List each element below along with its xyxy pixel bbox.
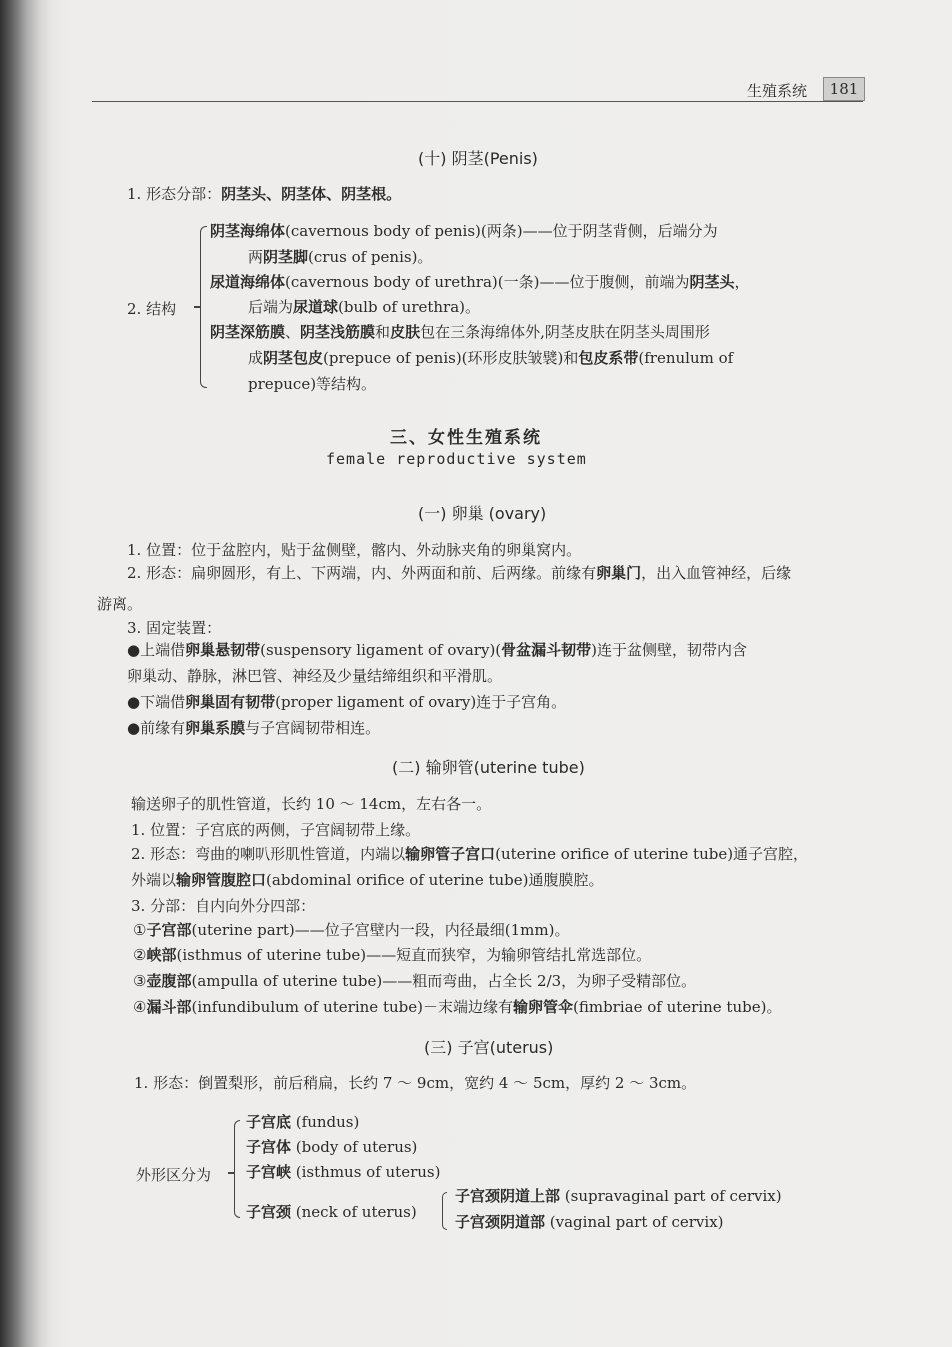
uterus-part: 子宫颈 (neck of uterus) (246, 1203, 417, 1221)
tube-shape: 2. 形态：弯曲的喇叭形肌性管道，内端以输卵管子宫口(uterine orifice of uterine tube)通子宫腔， (131, 845, 809, 863)
ovary-bullet: ●前缘有卵巢系膜与子宫阔韧带相连。 (127, 719, 381, 737)
ovary-position: 1. 位置：位于盆腔内，贴于盆侧壁，髂内、外动脉夹角的卵巢窝内。 (127, 541, 582, 559)
uterus-part: 子宫峡 (isthmus of uterus) (246, 1163, 441, 1181)
ovary-bullet: ●下端借卵巢固有韧带(proper ligament of ovary)连于子宫角。 (127, 693, 567, 711)
penis-item-2-label: 2. 结构 (127, 300, 177, 318)
cervix-brace (442, 1192, 447, 1230)
header-rule (92, 101, 863, 102)
tube-intro: 输送卵子的肌性管道，长约 10 ～ 14cm，左右各一。 (131, 795, 492, 813)
tube-part: ③壶腹部(ampulla of uterine tube)——粗而弯曲，占全长 2/3，为卵子受精部位。 (133, 972, 697, 990)
section-title-uterus: (三) 子宫(uterus) (424, 1038, 554, 1057)
ovary-bullet-cont: 卵巢动、静脉，淋巴管、神经及少量结缔组织和平滑肌。 (127, 667, 503, 685)
ovary-fixation: 3. 固定装置： (127, 619, 222, 637)
section-title-uterine-tube: (二) 输卵管(uterine tube) (392, 758, 585, 777)
tube-part: ②峡部(isthmus of uterine tube)——短直而狭窄，为输卵管结扎常选部位。 (133, 946, 652, 964)
uterus-parts-label: 外形区分为 (136, 1166, 212, 1184)
ovary-shape: 2. 形态：扁卵圆形，有上、下两端，内、外两面和前、后两缘。前缘有卵巢门，出入血管神经，后缘 (127, 564, 792, 582)
uterus-part: 子宫体 (body of uterus) (246, 1138, 418, 1156)
penis-structure-line: 成阴茎包皮(prepuce of penis)(环形皮肤皱襞)和包皮系带(frenulum of (248, 349, 734, 367)
penis-structure-line: 阴茎海绵体(cavernous body of penis)(两条)——位于阴茎背侧，后端分为 (210, 222, 718, 240)
page-number: 181 (823, 77, 865, 101)
tube-parts: 3. 分部：自内向外分四部： (131, 897, 316, 915)
running-header-chapter: 生殖系统 (747, 82, 808, 100)
ovary-shape-cont: 游离。 (97, 595, 143, 613)
penis-structure-line: 后端为尿道球(bulb of urethra)。 (248, 298, 481, 316)
section-title-ovary: (一) 卵巢 (ovary) (418, 504, 547, 523)
ovary-bullet: ●上端借卵巢悬韧带(suspensory ligament of ovary)(骨盆漏斗韧带)连于盆侧壁，韧带内含 (127, 641, 748, 659)
uterus-parts-brace (234, 1120, 240, 1218)
cervix-part: 子宫颈阴道部 (vaginal part of cervix) (455, 1213, 724, 1231)
uterus-part: 子宫底 (fundus) (246, 1113, 360, 1131)
penis-structure-line: 阴茎深筋膜、阴茎浅筋膜和皮肤包在三条海绵体外,阴茎皮肤在阴茎头周围形 (210, 323, 710, 341)
section-title-penis: (十) 阴茎(Penis) (418, 149, 538, 168)
structure-brace (200, 226, 207, 388)
penis-structure-line: 两阴茎脚(crus of penis)。 (248, 248, 433, 266)
tube-position: 1. 位置：子宫底的两侧，子宫阔韧带上缘。 (131, 821, 421, 839)
penis-item-1: 1. 形态分部：阴茎头、阴茎体、阴茎根。 (127, 185, 402, 203)
tube-shape-cont: 外端以输卵管腹腔口(abdominal orifice of uterine tube)通腹膜腔。 (131, 871, 604, 889)
penis-structure-line: 尿道海绵体(cavernous body of urethra)(一条)——位于腹侧，前端为阴茎头， (210, 273, 750, 291)
uterus-shape: 1. 形态：倒置梨形，前后稍扁，长约 7 ～ 9cm，宽约 4 ～ 5cm，厚约 2 ～ 3cm。 (134, 1074, 697, 1092)
tube-part: ①子宫部(uterine part)——位子宫壁内一段，内径最细(1mm)。 (133, 921, 570, 939)
tube-part: ④漏斗部(infundibulum of uterine tube)－末端边缘有输卵管伞(fimbriae of uterine tube)。 (133, 998, 782, 1016)
chapter-heading-en: female reproductive system (326, 450, 587, 468)
chapter-heading-cn: 三、女性生殖系统 (390, 428, 542, 448)
penis-structure-line: prepuce)等结构。 (248, 375, 377, 393)
cervix-part: 子宫颈阴道上部 (supravaginal part of cervix) (455, 1187, 782, 1205)
